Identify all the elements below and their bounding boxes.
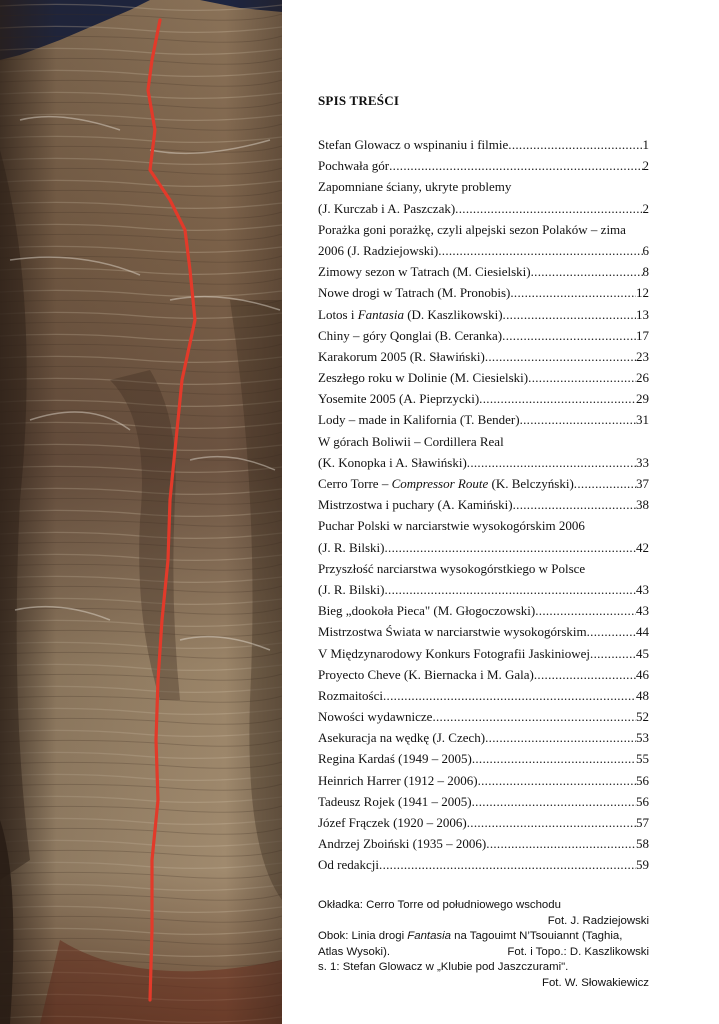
toc-entry-page: 45 <box>636 645 649 661</box>
toc-leader-dots <box>485 346 636 367</box>
toc-entry <box>318 833 649 854</box>
toc-entry-title: W górach Boliwii – Cordillera Real <box>318 433 504 449</box>
toc-entry-page: 59 <box>636 857 649 873</box>
toc-leader-dots <box>389 155 642 176</box>
toc-entry <box>318 325 649 346</box>
toc-entry <box>318 537 649 558</box>
table-of-contents-panel <box>318 0 654 1024</box>
toc-entry-title: Zimowy sezon w Tatrach (M. Ciesielski) <box>318 264 531 280</box>
toc-entry-page: 44 <box>636 624 649 640</box>
toc-entry <box>318 409 649 430</box>
toc-list <box>318 134 649 876</box>
toc-entry <box>318 600 649 621</box>
toc-leader-dots <box>531 261 643 282</box>
toc-entry-page: 53 <box>636 730 649 746</box>
obok-photo-credit: Fot. i Topo.: D. Kaszlikowski <box>507 945 649 958</box>
toc-leader-dots <box>590 643 636 664</box>
toc-entry-title: (J. R. Bilski) <box>318 539 385 555</box>
toc-entry-title: Józef Frączek (1920 – 2006) <box>318 815 467 830</box>
toc-entry-title: Przyszłość narciarstwa wysokogórstkiego w Polsce <box>318 560 586 576</box>
toc-leader-dots <box>513 494 636 515</box>
toc-entry <box>318 558 649 579</box>
toc-entry <box>318 176 649 197</box>
toc-entry <box>318 240 649 261</box>
toc-entry-page: 6 <box>642 242 649 258</box>
toc-entry <box>318 706 649 727</box>
toc-leader-dots <box>455 198 642 219</box>
toc-entry-page: 55 <box>636 751 649 767</box>
toc-entry-page: 8 <box>642 264 649 280</box>
toc-entry-title: Cerro Torre – Compressor Route (K. Belczyński) <box>318 476 574 491</box>
toc-entry <box>318 854 649 875</box>
toc-entry <box>318 473 649 494</box>
toc-entry-title: Nowe drogi w Tatrach (M. Pronobis) <box>318 285 511 301</box>
toc-leader-dots <box>384 579 636 600</box>
toc-entry <box>318 621 649 642</box>
toc-entry <box>318 494 649 515</box>
toc-entry <box>318 367 649 388</box>
toc-leader-dots <box>503 304 636 325</box>
toc-entry-page: 29 <box>636 391 649 407</box>
toc-entry <box>318 282 649 303</box>
obok-caption-line2 <box>318 945 649 961</box>
toc-entry-page: 58 <box>636 836 649 852</box>
toc-entry-title: Zeszłego roku w Dolinie (M. Ciesielski) <box>318 370 529 386</box>
italic-title: Compressor Route <box>391 476 489 491</box>
toc-leader-dots <box>574 473 636 494</box>
toc-leader-dots <box>479 388 636 409</box>
toc-leader-dots <box>528 367 636 388</box>
obok-caption-left: Atlas Wysoki). <box>318 945 391 958</box>
toc-entry-page: 57 <box>636 815 649 830</box>
toc-entry-title: Mistrzostwa Świata w narciarstwie wysokogórskim <box>318 624 587 640</box>
toc-entry-title: Pochwała gór <box>318 158 390 174</box>
toc-entry-page: 26 <box>636 370 649 386</box>
route-topo-image <box>0 0 282 1024</box>
toc-leader-dots <box>520 409 636 430</box>
toc-entry-page: 2 <box>642 158 649 174</box>
toc-entry <box>318 304 649 325</box>
page1-caption: s. 1: Stefan Glowacz w „Klubie pod Jaszczurami". <box>318 961 569 973</box>
cover-photo-credit: Fot. J. Radziejowski <box>547 914 649 927</box>
toc-entry-page: 43 <box>636 581 649 597</box>
toc-entry <box>318 219 649 240</box>
toc-entry-title: Andrzej Zboiński (1935 – 2006) <box>318 836 487 852</box>
toc-entry-page: 2 <box>642 200 649 216</box>
toc-entry <box>318 134 649 155</box>
toc-entry-title: 2006 (J. Radziejowski) <box>318 242 439 258</box>
toc-entry <box>318 452 649 473</box>
toc-entry <box>318 664 649 685</box>
toc-leader-dots <box>384 537 636 558</box>
toc-entry <box>318 770 649 791</box>
toc-entry <box>318 346 649 367</box>
toc-entry <box>318 515 649 536</box>
toc-entry <box>318 261 649 282</box>
toc-entry <box>318 155 649 176</box>
toc-leader-dots <box>478 770 636 791</box>
toc-entry-title: Yosemite 2005 (A. Pieprzycki) <box>318 391 480 407</box>
toc-entry-page: 46 <box>636 666 649 682</box>
toc-entry-title: Proyecto Cheve (K. Biernacka i M. Gala) <box>318 666 534 682</box>
toc-entry-title: Rozmaitości <box>318 687 383 703</box>
toc-entry-page: 56 <box>636 793 649 809</box>
toc-entry-title: Zapomniane ściany, ukryte problemy <box>318 179 512 195</box>
toc-entry <box>318 198 649 219</box>
toc-entry-title: (K. Konopka i A. Sławiński) <box>318 454 467 470</box>
toc-entry-page: 31 <box>636 412 649 428</box>
toc-leader-dots <box>486 833 636 854</box>
rock-wall-photo <box>0 0 282 1024</box>
toc-leader-dots <box>467 812 636 833</box>
toc-entry-title: Tadeusz Rojek (1941 – 2005) <box>318 793 472 809</box>
toc-entry-page: 52 <box>636 709 649 725</box>
toc-entry <box>318 388 649 409</box>
toc-entry-title: Porażka goni porażkę, czyli alpejski sezon Polaków – zima <box>318 221 626 237</box>
toc-entry-title: V Międzynarodowy Konkurs Fotografii Jaskiniowej <box>318 645 591 661</box>
toc-leader-dots <box>510 282 636 303</box>
toc-entry-page: 42 <box>636 539 649 555</box>
toc-entry <box>318 431 649 452</box>
toc-entry <box>318 579 649 600</box>
toc-entry-page: 12 <box>636 285 649 301</box>
toc-entry-title: (J. Kurczab i A. Paszczak) <box>318 200 456 216</box>
toc-leader-dots <box>485 727 636 748</box>
toc-entry-title: (J. R. Bilski) <box>318 581 385 597</box>
toc-entry-page: 38 <box>636 497 649 513</box>
toc-leader-dots <box>472 791 636 812</box>
toc-leader-dots <box>535 600 636 621</box>
toc-leader-dots <box>472 748 636 769</box>
route-name: Fantasia <box>407 930 451 942</box>
toc-entry-title: Regina Kardaś (1949 – 2005) <box>318 751 472 767</box>
cover-caption: Okładka: Cerro Torre od południowego wschodu <box>318 899 561 911</box>
toc-entry-title: Od redakcji <box>318 857 380 873</box>
page-title: SPIS TREŚCI <box>318 93 400 108</box>
toc-entry-title: Puchar Polski w narciarstwie wysokogórskim 2006 <box>318 518 585 534</box>
toc-entry-title: Mistrzostwa i puchary (A. Kamiński) <box>318 497 513 513</box>
toc-leader-dots <box>383 685 636 706</box>
photo-credits <box>318 898 649 991</box>
toc-entry-title: Nowości wydawnicze <box>318 709 433 725</box>
toc-entry-page: 43 <box>636 603 649 619</box>
toc-entry <box>318 812 649 833</box>
toc-entry-page: 13 <box>636 306 649 322</box>
toc-entry-title: Lotos i Fantasia (D. Kaszlikowski) <box>318 306 503 322</box>
toc-entry <box>318 791 649 812</box>
toc-entry-title: Karakorum 2005 (R. Sławiński) <box>318 348 485 364</box>
toc-leader-dots <box>379 854 636 875</box>
page1-photo-credit: Fot. W. Słowakiewicz <box>542 976 649 989</box>
obok-caption-line1: Obok: Linia drogi Fantasia na Tagouimt N’Tsouiannt (Taghia, <box>318 930 623 942</box>
toc-entry-title: Asekuracja na wędkę (J. Czech) <box>318 730 486 746</box>
toc-entry <box>318 727 649 748</box>
toc-leader-dots <box>432 706 636 727</box>
toc-entry <box>318 748 649 769</box>
toc-entry-title: Stefan Glowacz o wspinaniu i filmie <box>318 137 509 152</box>
toc-leader-dots <box>502 325 636 346</box>
toc-entry-title: Lody – made in Kalifornia (T. Bender) <box>318 412 520 428</box>
toc-entry-page: 56 <box>636 772 649 788</box>
toc-entry <box>318 643 649 664</box>
toc-entry-page: 23 <box>636 348 649 364</box>
toc-entry-title: Bieg „dookoła Pieca" (M. Głogoczowski) <box>318 603 536 619</box>
toc-leader-dots <box>534 664 636 685</box>
toc-entry-page: 33 <box>636 454 649 470</box>
toc-entry <box>318 685 649 706</box>
toc-entry-page: 17 <box>636 327 649 343</box>
toc-entry-title: Heinrich Harrer (1912 – 2006) <box>318 772 478 788</box>
toc-leader-dots <box>587 621 636 642</box>
toc-entry-page: 1 <box>642 137 649 152</box>
toc-entry-title: Chiny – góry Qonglai (B. Ceranka) <box>318 327 503 343</box>
toc-leader-dots <box>467 452 636 473</box>
italic-title: Fantasia <box>357 306 404 322</box>
toc-leader-dots <box>438 240 642 261</box>
toc-entry-page: 48 <box>636 687 649 703</box>
toc-leader-dots <box>508 134 642 155</box>
toc-entry-page: 37 <box>636 476 649 491</box>
